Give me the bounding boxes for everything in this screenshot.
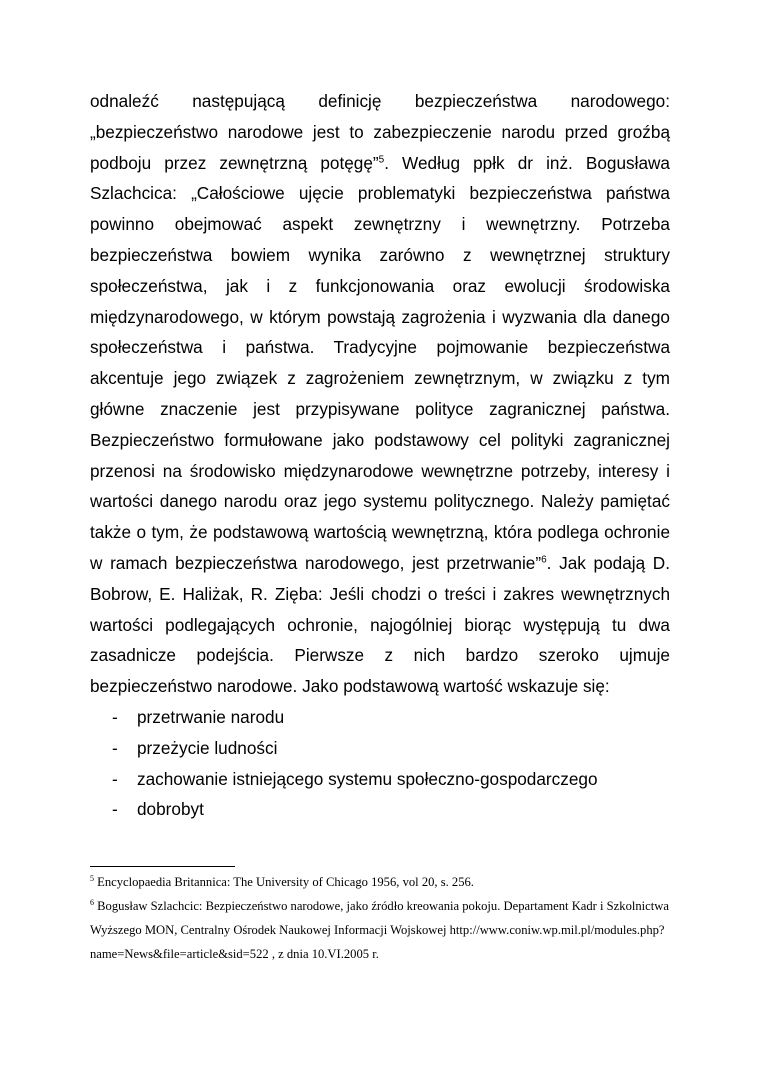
list-dash: -	[112, 768, 118, 789]
list-item	[90, 764, 670, 795]
footnote-ref-5[interactable]: 5	[378, 153, 385, 165]
footnote-5	[90, 870, 670, 894]
list-dash: -	[112, 706, 118, 727]
list-dash: -	[112, 799, 118, 820]
footnote-6	[90, 894, 670, 966]
footnotes	[90, 870, 670, 966]
list-item	[90, 794, 670, 825]
list-dash: -	[112, 737, 118, 758]
footnote-number: 5	[90, 873, 94, 883]
list-item-text: przetrwanie narodu	[137, 706, 285, 727]
list-item-text: dobrobyt	[137, 799, 204, 820]
footnote-number: 6	[90, 897, 94, 907]
values-list	[90, 702, 670, 825]
list-item-text: przeżycie ludności	[137, 737, 278, 758]
body-paragraph	[90, 86, 670, 702]
footnote-divider	[90, 866, 235, 867]
footnote-text: Bogusław Szlachcic: Bezpieczeństwo narodowe, jako źródło kreowania pokoju. Departament Kadr i Szkolnictwa Wyższego MON, Centralny Ośrodek Naukowej Informacji Wojskowej http://www.coniw.wp.mil.pl/modules.php?name=News&file=article&sid=522 , z dnia 10.VI.2005 r.	[90, 899, 669, 961]
paragraph-text-part1: odnaleźć następującą definicję bezpieczeństwa narodowego: „bezpieczeństwo narodowe jest to zabezpieczenie narodu przed groźbą podboju przez zewnętrzną potęgę”	[90, 91, 670, 173]
list-item	[90, 702, 670, 733]
footnote-ref-6[interactable]: 6	[541, 554, 547, 566]
document-page	[90, 86, 670, 825]
list-item	[90, 733, 670, 764]
paragraph-text-part2: . Według ppłk dr inż. Bogusława Szlachcica: „Całościowe ujęcie problematyki bezpieczeństwa państwa powinno obejmować aspekt zewnętrzny i wewnętrzny. Potrzeba bezpieczeństwa bowiem wynika zarówno z wewnętrznej struktury społeczeństwa, jak i z funkcjonowania oraz ewolucji środowiska międzynarodowego, w którym powstają zagrożenia i wyzwania dla danego społeczeństwa i państwa. Tradycyjne pojmowanie bezpieczeństwa akcentuje jego związek z zagrożeniem zewnętrznym, w związku z tym główne znaczenie jest przypisywane polityce zagranicznej państwa. Bezpieczeństwo formułowane jako podstawowy cel polityki zagranicznej przenosi na środowisko międzynarodowe wewnętrzne potrzeby, interesy i wartości danego narodu oraz jego systemu politycznego. Należy pamiętać także o tym, że podstawową wartością wewnętrzną, która podlega ochronie w ramach bezpieczeństwa narodowego, jest przetrwanie”	[90, 152, 670, 573]
paragraph-text-part3: . Jak podają D. Bobrow, E. Haliżak, R. Zięba: Jeśli chodzi o treści i zakres wewnętrznych wartości podlegających ochronie, najogólniej biorąc występują tu dwa zasadnicze podejścia. Pierwsze z nich bardzo szeroko ujmuje bezpieczeństwo narodowe. Jako podstawową wartość wskazuje się:	[90, 552, 670, 697]
list-item-text: zachowanie istniejącego systemu społeczno-gospodarczego	[137, 768, 598, 789]
footnote-text: Encyclopaedia Britannica: The University of Chicago 1956, vol 20, s. 256.	[94, 875, 474, 889]
